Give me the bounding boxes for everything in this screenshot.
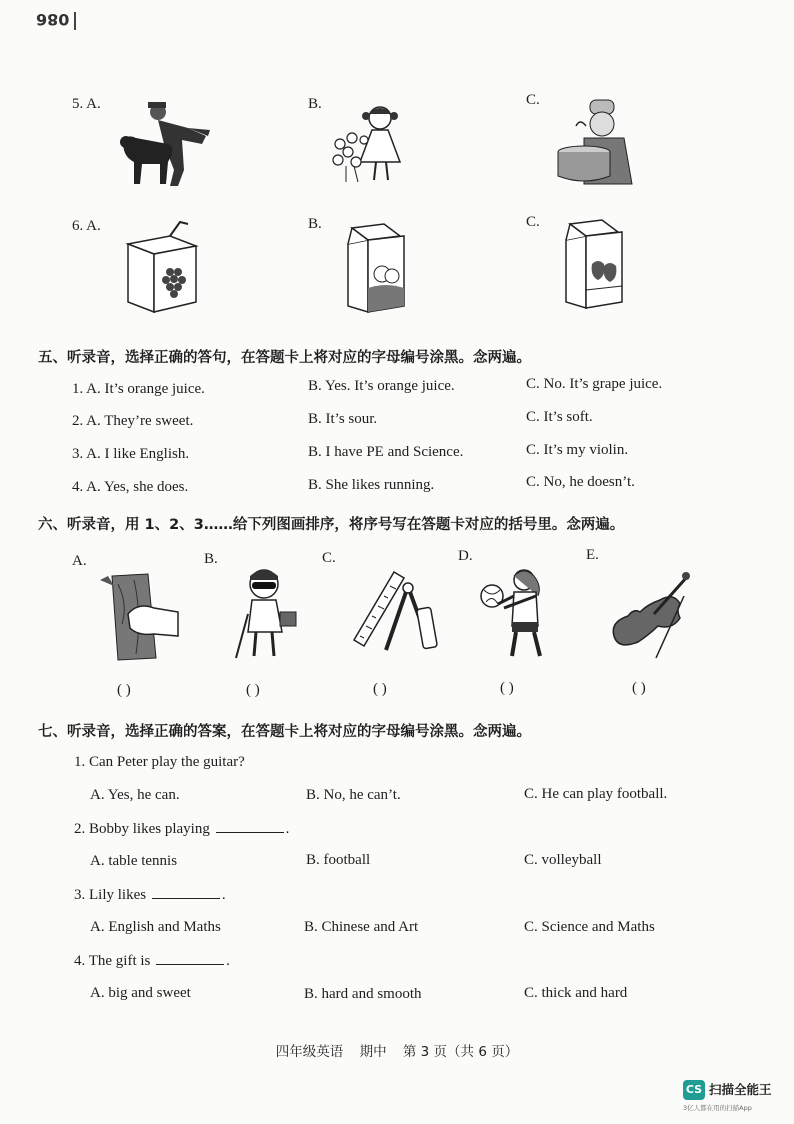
camscanner-app-name: 扫描全能王 [709,1082,772,1097]
q5-option-c-label: C. [526,92,540,108]
page-footer [0,1040,794,1060]
chef-cooking-picture [550,98,636,184]
section5-heading: 五、听录音，选择正确的答句，在答题卡上将对应的字母编号涂黑。念两遍。 [38,350,531,366]
s7-q4-option-a: A. big and sweet [90,985,191,1001]
girl-playing-volleyball-picture [478,566,558,660]
q5-option-a-label: 5. A. [72,96,101,112]
ruler-and-compass-picture [350,570,440,656]
grape-juice-box-picture [124,222,202,314]
s7-q3-option-a: A. English and Maths [90,919,221,935]
s5-q4-option-b: B. She likes running. [308,477,435,493]
peach-juice-carton-picture [344,222,408,314]
s7-q1-option-a: A. Yes, he can. [90,787,180,803]
s7-q4-option-b: B. hard and smooth [304,986,422,1002]
s7-q2-option-c: C. volleyball [524,852,602,868]
s5-q2-option-c: C. It’s soft. [526,409,593,425]
s6-label-d: D. [458,548,473,564]
hand-touching-tree-picture [98,574,182,660]
s5-q3-option-a: 3. A. I like English. [72,446,190,462]
q5-option-b-label: B. [308,96,322,112]
camscanner-tagline: 3亿人都在用的扫描App [683,1104,752,1112]
s6-label-c: C. [322,550,336,566]
man-walking-dog-picture [118,100,218,188]
s7-q3-option-c: C. Science and Maths [524,919,655,935]
s5-q2-option-b: B. It’s sour. [308,411,378,427]
s6-answer-bracket-e[interactable]: ( ) [632,680,646,696]
s7-q1-question: 1. Can Peter play the guitar? [74,754,245,770]
s5-q4-option-c: C. No, he doesn’t. [526,474,635,490]
s5-q3-option-b: B. I have PE and Science. [308,444,464,460]
girl-smelling-flowers-picture [330,100,410,184]
q6-option-b-label: B. [308,216,322,232]
s5-q4-option-a: 4. A. Yes, she does. [72,479,189,495]
s7-q4-answer-blank[interactable] [156,952,224,965]
s6-label-a: A. [72,553,87,569]
s5-q1-option-b: B. Yes. It’s orange juice. [308,378,455,394]
s7-q1-option-c: C. He can play football. [524,786,668,802]
s6-answer-bracket-d[interactable]: ( ) [500,680,514,696]
s7-q2-question: 2. Bobby likes playing . [74,821,290,837]
s7-q3-question: 3. Lily likes . [74,887,226,903]
q6-option-a-label: 6. A. [72,218,101,234]
corner-dash [74,12,76,30]
s6-answer-bracket-b[interactable]: ( ) [246,682,260,698]
s5-q1-option-a: 1. A. It’s orange juice. [72,381,205,397]
violin-picture [610,570,692,660]
s7-q3-answer-blank[interactable] [152,886,220,899]
s7-q4-question: 4. The gift is . [74,953,230,969]
footer-term: 期中 [359,1044,387,1060]
strawberry-juice-carton-picture [562,218,626,310]
camscanner-logo-icon: CS [683,1080,705,1100]
s6-label-b: B. [204,551,218,567]
page-corner-mark: 086 [36,10,70,29]
section7-heading: 七、听录音，选择正确的答案，在答题卡上将对应的字母编号涂黑。念两遍。 [38,724,531,740]
s7-q2-option-a: A. table tennis [90,853,178,869]
s6-answer-bracket-a[interactable]: ( ) [117,682,131,698]
footer-page-number: 第 3 页（共 6 页） [402,1044,519,1060]
s5-q1-option-c: C. No. It’s grape juice. [526,376,663,392]
s7-q3-option-b: B. Chinese and Art [304,919,419,935]
q6-option-c-label: C. [526,214,540,230]
s5-q2-option-a: 2. A. They’re sweet. [72,413,194,429]
footer-subject: 四年级英语 [275,1044,344,1060]
s7-q4-option-c: C. thick and hard [524,985,628,1001]
s6-label-e: E. [586,547,599,563]
s7-q2-option-b: B. football [306,852,371,868]
s6-answer-bracket-c[interactable]: ( ) [373,681,387,697]
s7-q2-answer-blank[interactable] [216,820,284,833]
section6-heading: 六、听录音，用 1、2、3……给下列图画排序，将序号写在答题卡对应的括号里。念两遍。 [38,517,625,533]
blind-man-with-cane-picture [234,566,304,660]
s7-q1-option-b: B. No, he can’t. [306,787,401,803]
s5-q3-option-c: C. It’s my violin. [526,442,629,458]
